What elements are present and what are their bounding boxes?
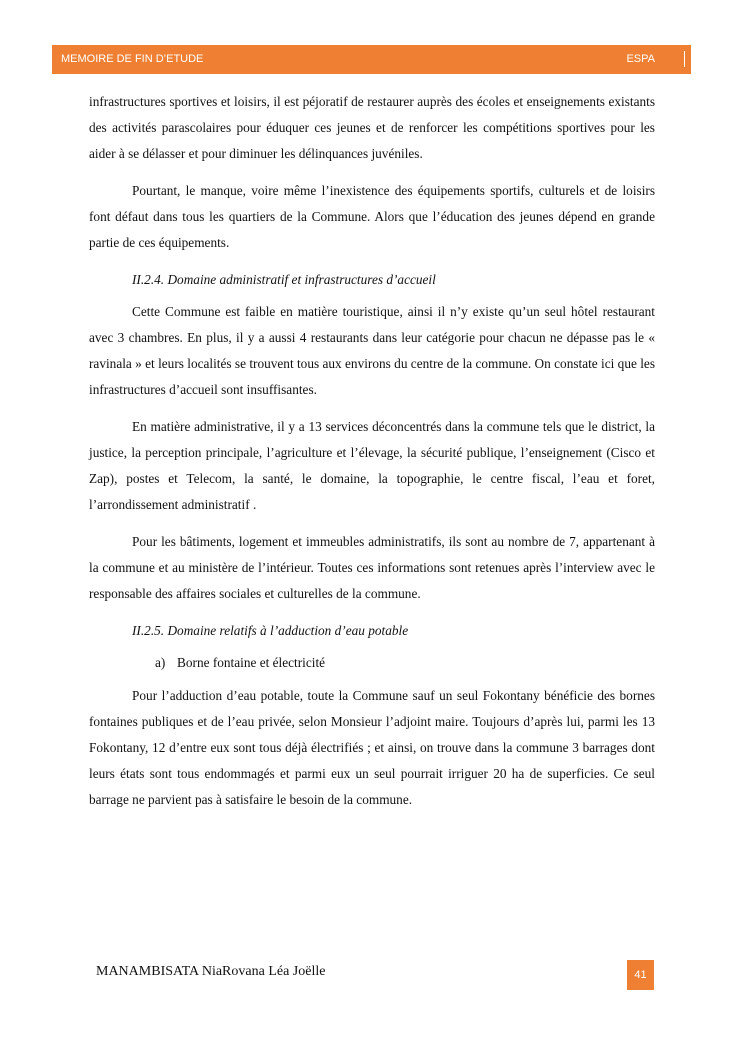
paragraph-3: Cette Commune est faible en matière touristique, ainsi il n’y existe qu’un seul hôtel restaurant avec 3 chambres. En plus, il y a aussi 4 restaurants dans leur catégorie pour chacun ne dépasse pas le « ravinala » et leurs localités se trouvent tous aux environs du centre de la commune. On constate ici que les infrastructures d’accueil sont insuffisantes.: [89, 304, 655, 397]
paragraph-6: Pour l’adduction d’eau potable, toute la Commune sauf un seul Fokontany bénéficie des bornes fontaines publiques et de l’eau privée, selon Monsieur l’adjoint maire. Toujours d’après lui, parmi les 13 Fokontany, 12 d’entre eux sont tous déjà électrifiés ; et ainsi, on trouve dans la commune 3 barrages dont leurs états sont tous endommagés et parmi eux un seul pourrait irriguer 20 ha de superficies. Ce seul barrage ne parvient pas à satisfaire le besoin de la commune.: [89, 688, 655, 807]
header-school: ESPA: [626, 53, 655, 65]
document-body: [89, 89, 655, 824]
header-title: MEMOIRE DE FIN D’ETUDE: [61, 53, 204, 65]
paragraph-1: infrastructures sportives et loisirs, il est péjoratif de restaurer auprès des écoles et enseignements existants des activités parascolaires pour éduquer ces jeunes et de renforcer les compétitions sportives pour les aider à se délasser et pour diminuer les délinquances juvéniles.: [89, 94, 655, 161]
paragraph-2: Pourtant, le manque, voire même l’inexistence des équipements sportifs, culturels et de loisirs font défaut dans tous les quartiers de la Commune. Alors que l’éducation des jeunes dépend en grande partie de ces équipements.: [89, 183, 655, 250]
paragraph-5: Pour les bâtiments, logement et immeubles administratifs, ils sont au nombre de 7, appartenant à la commune et au ministère de l’intérieur. Toutes ces informations sont retenues après l’interview avec le responsable des affaires sociales et culturelles de la commune.: [89, 534, 655, 601]
footer-author: MANAMBISATA NiaRovana Léa Joëlle: [96, 964, 326, 979]
section-heading-2-2-4: II.2.4. Domaine administratif et infrastructures d’accueil: [132, 272, 436, 287]
section-heading-2-2-5: II.2.5. Domaine relatifs à l’adduction d’eau potable: [132, 623, 409, 638]
page-number: 41: [627, 960, 654, 990]
list-marker: a): [155, 655, 166, 670]
subsection-title: Borne fontaine et électricité: [177, 655, 326, 670]
subsection-a: [89, 650, 655, 676]
paragraph-4: En matière administrative, il y a 13 services déconcentrés dans la commune tels que le district, la justice, la perception principale, l’agriculture et l’élevage, la sécurité publique, l’enseignement (Cisco et Zap), postes et Telecom, la santé, le domaine, la topographie, le centre fiscal, l’eau et foret, l’arrondissement administratif .: [89, 419, 655, 512]
header-divider: [684, 51, 685, 67]
page-header: [52, 45, 691, 74]
